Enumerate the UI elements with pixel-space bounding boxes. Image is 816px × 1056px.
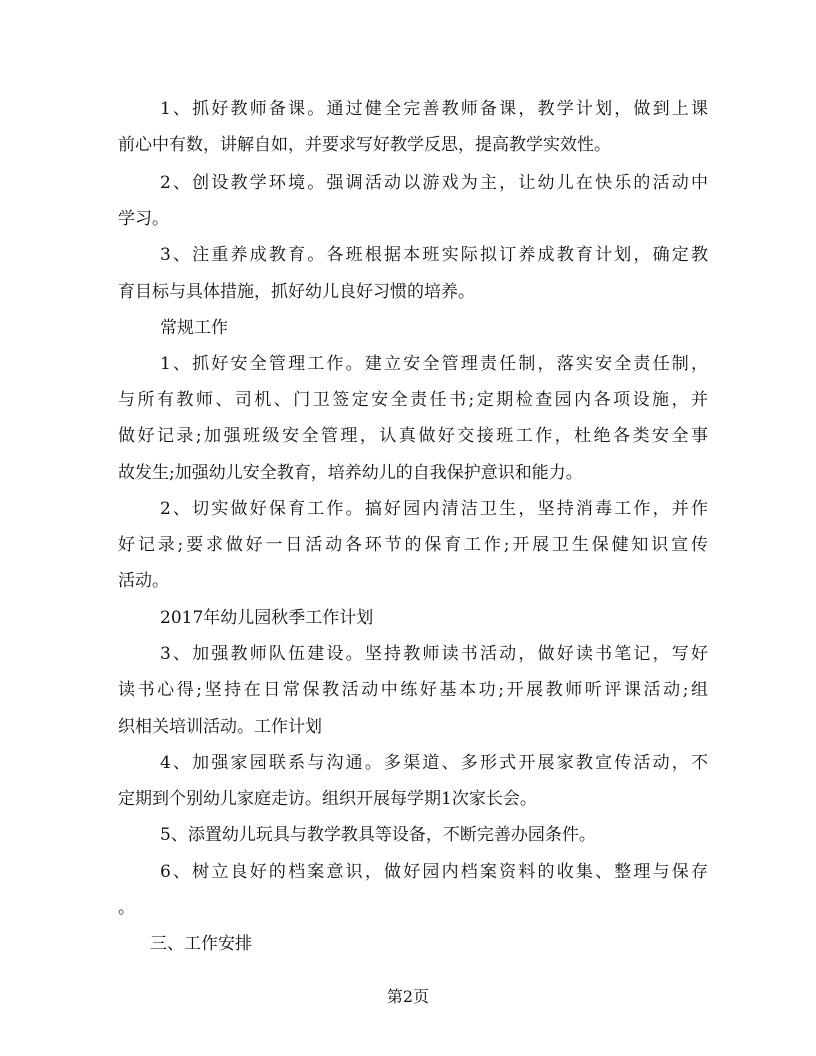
section-heading: 三、工作安排 xyxy=(150,934,252,954)
text-line: 与所有教师、司机、门卫签定安全责任书;定期检查园内各项设施，并 xyxy=(118,390,708,410)
text-line: 2、切实做好保育工作。搞好园内清洁卫生，坚持消毒工作，并作 xyxy=(160,499,708,519)
text-line: 。 xyxy=(118,898,135,918)
text-line: 学习。 xyxy=(118,209,169,229)
text-line: 好记录;要求做好一日活动各环节的保育工作;开展卫生保健知识宣传 xyxy=(118,535,708,555)
page-number: 第2页 xyxy=(386,987,430,1006)
text-line: 1、抓好教师备课。通过健全完善教师备课，教学计划，做到上课 xyxy=(160,99,708,119)
text-line: 育目标与具体措施，抓好幼儿良好习惯的培养。 xyxy=(118,282,475,302)
text-line: 2、创设教学环境。强调活动以游戏为主，让幼儿在快乐的活动中 xyxy=(160,173,708,193)
text-line: 3、加强教师队伍建设。坚持教师读书活动，做好读书笔记，写好 xyxy=(160,644,708,664)
text-line: 活动。 xyxy=(118,571,169,591)
section-heading: 常规工作 xyxy=(160,318,228,338)
section-heading: 2017年幼儿园秋季工作计划 xyxy=(160,608,374,628)
text-line: 读书心得;坚持在日常保教活动中练好基本功;开展教师听评课活动;组 xyxy=(118,680,708,700)
text-line: 5、添置幼儿玩具与教学教具等设备，不断完善办园条件。 xyxy=(160,825,596,845)
text-line: 织相关培训活动。工作计划 xyxy=(118,717,322,737)
text-line: 1、抓好安全管理工作。建立安全管理责任制，落实安全责任制， xyxy=(160,354,708,374)
text-line: 定期到个别幼儿家庭走访。组织开展每学期1次家长会。 xyxy=(118,789,537,809)
text-line: 4、加强家园联系与沟通。多渠道、多形式开展家教宣传活动，不 xyxy=(160,753,708,773)
text-line: 前心中有数，讲解自如，并要求写好教学反思，提高教学实效性。 xyxy=(118,135,611,155)
text-line: 故发生;加强幼儿安全教育，培养幼儿的自我保护意识和能力。 xyxy=(118,463,583,483)
text-line: 6、树立良好的档案意识，做好园内档案资料的收集、整理与保存 xyxy=(160,862,708,882)
text-line: 做好记录;加强班级安全管理，认真做好交接班工作，杜绝各类安全事 xyxy=(118,426,708,446)
text-line: 3、注重养成教育。各班根据本班实际拟订养成教育计划，确定教 xyxy=(160,245,708,265)
